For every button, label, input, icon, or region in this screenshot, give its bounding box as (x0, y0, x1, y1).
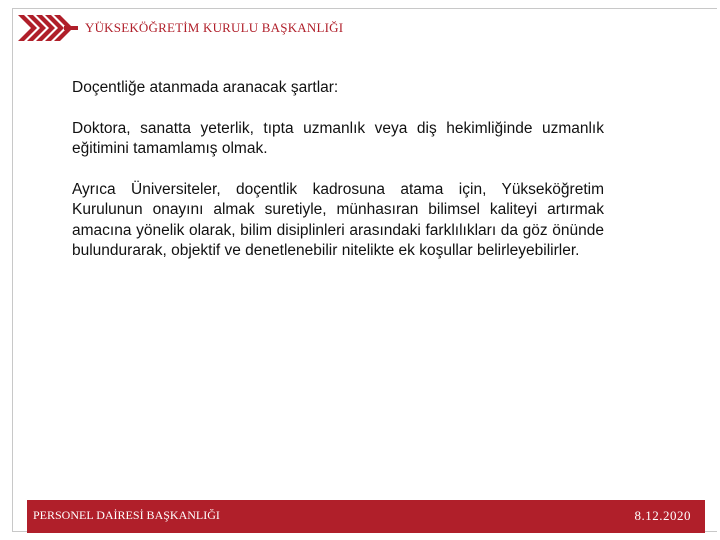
content-paragraph-2: Ayrıca Üniversiteler, doçentlik kadrosuna atama için, Yükseköğretim Kurulunun onayını almak suretiyle, münhasıran bilimsel kaliteyi artırmak amacına yönelik olarak, bilim disiplinleri arasındaki farklılıkları da göz önünde bulundurarak, objektif ve denetlenebilir nitelikte ek koşullar belirleyebilirler. (72, 180, 604, 259)
content-heading: Doçentliğe atanmada aranacak şartlar: (72, 79, 339, 96)
footer-date: 8.12.2020 (634, 508, 691, 523)
yok-logo-icon (18, 15, 78, 41)
footer-department: PERSONEL DAİRESİ BAŞKANLIĞI (33, 508, 220, 522)
footer-bar (27, 500, 705, 533)
slide-content (72, 78, 604, 262)
header-title: YÜKSEKÖĞRETİM KURULU BAŞKANLIĞI (85, 20, 344, 35)
content-paragraph-1: Doktora, sanatta yeterlik, tıpta uzmanlık veya diş hekimliğinde uzmanlık eğitimini tamamlamış olmak. (72, 119, 604, 157)
